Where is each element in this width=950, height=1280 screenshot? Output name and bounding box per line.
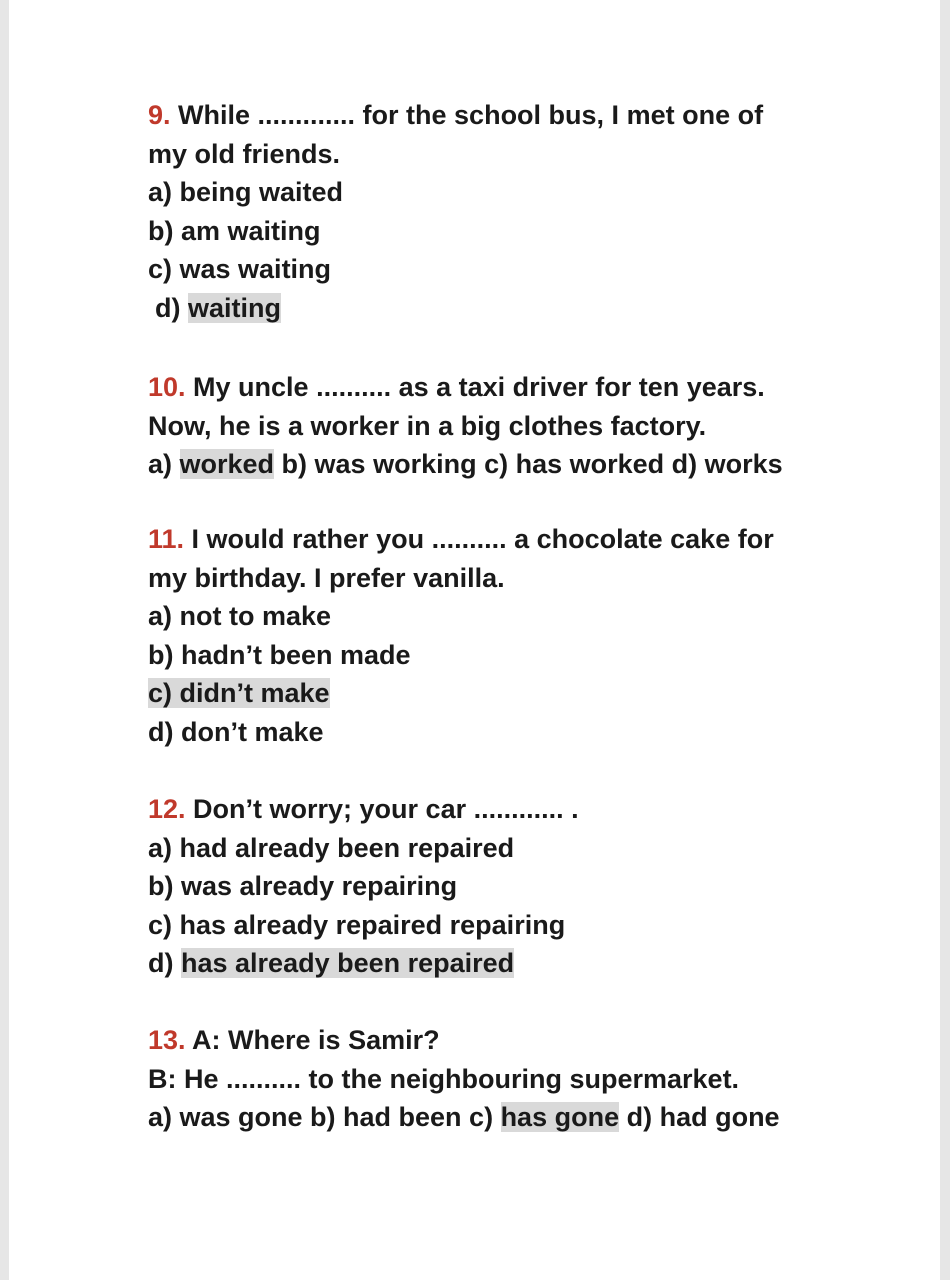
question-13-stem-line-2: B: He .......... to the neighbouring supermarket.	[148, 1063, 740, 1094]
option-label: d)	[148, 948, 181, 978]
options-line	[148, 1098, 838, 1137]
option-d	[148, 944, 838, 983]
option-b: b) was already repairing	[148, 871, 458, 901]
question-number: 10.	[148, 372, 186, 402]
option-b: b) hadn’t been made	[148, 639, 411, 670]
option-c: c) has already repaired repairing	[148, 909, 566, 940]
question-number: 13.	[148, 1025, 186, 1055]
question-12-stem-line-1	[148, 790, 838, 829]
option-a: a) had already been repaired	[148, 832, 515, 863]
highlighted-answer: worked	[179, 449, 275, 479]
option-a: a) not to make	[148, 601, 332, 631]
question-13-stem-line-1	[148, 1021, 838, 1060]
highlighted-answer: has gone	[500, 1102, 620, 1132]
option-c	[148, 674, 838, 713]
question-9-stem-line-2: my old friends.	[148, 138, 341, 169]
question-number: 11.	[148, 524, 185, 554]
question-9-stem-line-1	[148, 96, 838, 135]
highlighted-answer: has already been repaired	[181, 948, 515, 978]
question-text: While ............. for the school bus, I met one of	[170, 100, 764, 130]
option-label: a)	[148, 449, 180, 479]
highlighted-answer: waiting	[188, 292, 281, 323]
other-options: d) had gone	[619, 1102, 780, 1132]
option-label: d)	[155, 292, 188, 323]
question-10-stem-line-2: Now, he is a worker in a big clothes factory.	[148, 410, 707, 441]
question-text: My uncle .......... as a taxi driver for ten years.	[185, 372, 765, 402]
question-text: A: Where is Samir?	[185, 1025, 440, 1055]
question-text: Don’t worry; your car ............ .	[185, 794, 579, 824]
question-11-stem-line-1	[148, 520, 838, 559]
option-a: a) being waited	[148, 177, 344, 207]
option-d	[148, 289, 838, 328]
other-options: a) was gone b) had been c)	[148, 1102, 501, 1132]
question-12	[148, 790, 838, 983]
question-text: I would rather you .......... a chocolate cake for	[184, 524, 774, 554]
options-line	[148, 445, 838, 484]
question-11	[148, 520, 838, 751]
highlighted-answer: c) didn’t make	[148, 678, 330, 708]
question-9	[148, 96, 838, 327]
question-13	[148, 1021, 838, 1137]
other-options: b) was working c) has worked d) works	[274, 449, 783, 479]
question-number: 9.	[148, 100, 171, 130]
option-d: d) don’t make	[148, 716, 324, 747]
question-11-stem-line-2: my birthday. I prefer vanilla.	[148, 562, 505, 593]
question-10	[148, 368, 838, 484]
option-c: c) was waiting	[148, 254, 332, 284]
option-b: b) am waiting	[148, 215, 321, 246]
question-number: 12.	[148, 794, 186, 824]
question-10-stem-line-1	[148, 368, 838, 407]
